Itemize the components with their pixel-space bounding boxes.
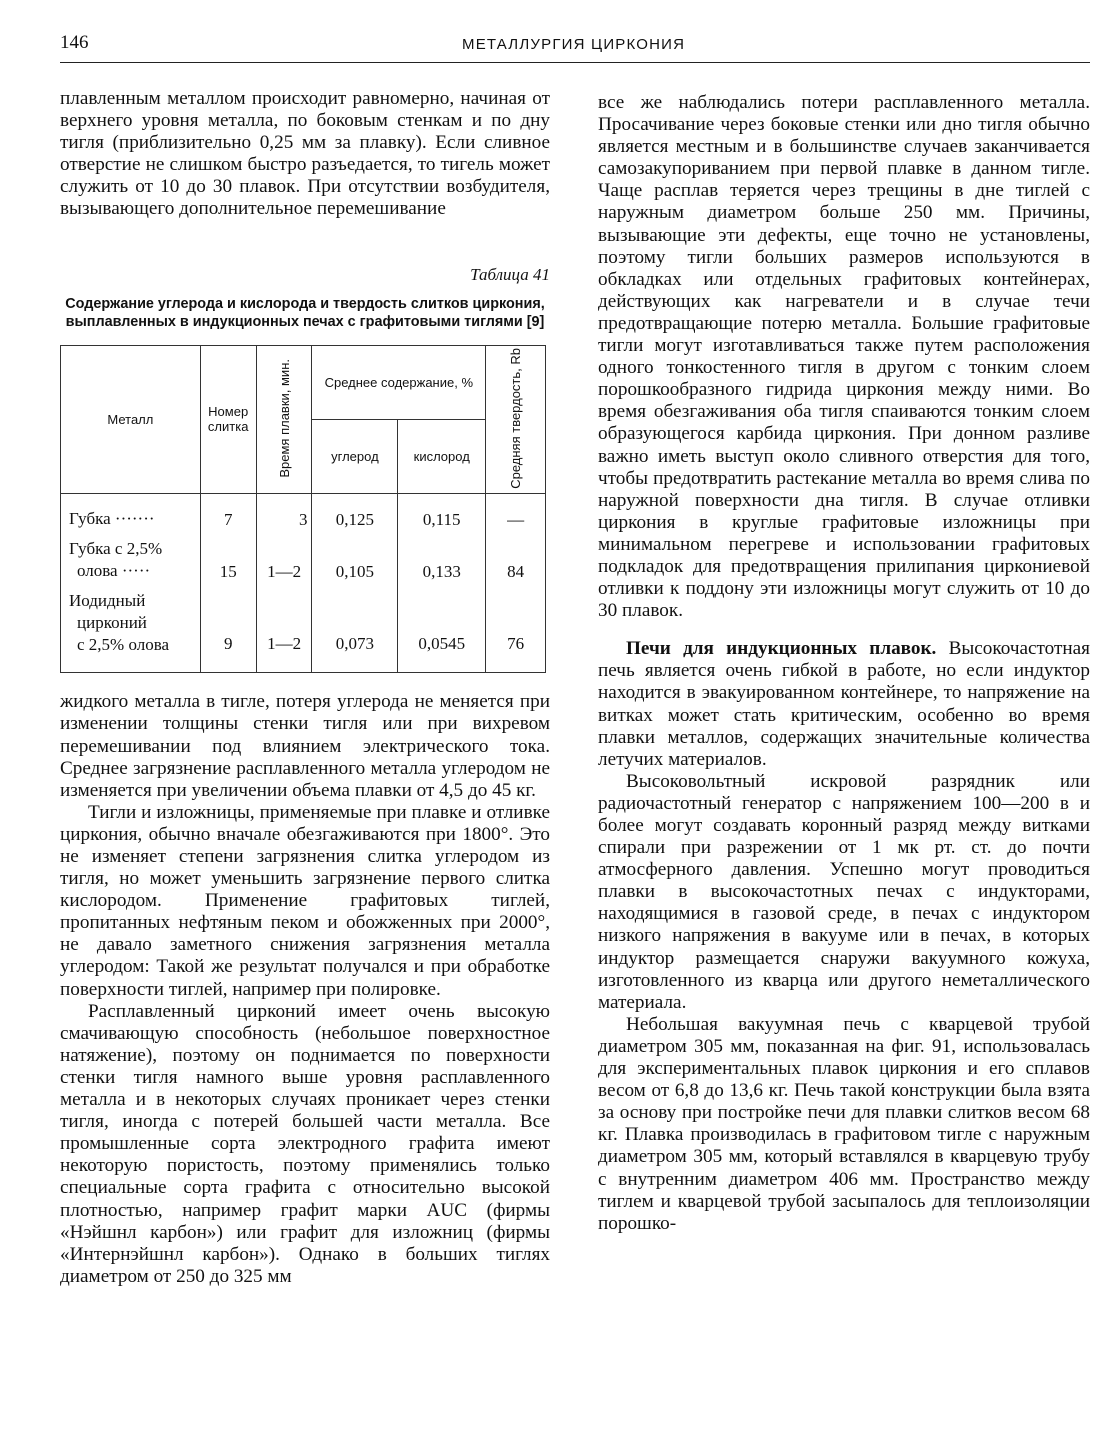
page-number: 146 bbox=[60, 32, 89, 53]
cell-carbon: 0,073 bbox=[312, 586, 398, 673]
page-header bbox=[60, 30, 1090, 60]
header-hardness bbox=[486, 345, 546, 494]
section-heading: Печи для индукционных плавок. bbox=[626, 638, 937, 660]
header-carbon: углерод bbox=[312, 419, 398, 493]
header-rule bbox=[60, 62, 1090, 63]
header-melt-time-label: Время плавки, мин. bbox=[276, 358, 292, 478]
cell-metal-line: Губка с 2,5% bbox=[69, 539, 163, 559]
cell-carbon: 0,105 bbox=[312, 534, 398, 586]
right-paragraph-1: все же наблюдались потери расплавленного металла. Просачивание через боковые стенки или дно тигля обычно является местным и в большинстве случаев заканчивается самозакупориванием при первой плавке в данном тигле. Чаще расплав теряется через трещины в дне тиглей с наружным диаметром больше 250 мм. Причины, вызывающие эти дефекты, еще точно не установлены, поэтому тигли больших размеров используются в обкладках или отдельных графитовых контейнерах, действующих как нагреватели и в случае течи предотвращающие потерю металла. Большие графитовые тигли могут изготавливаться также путем расположения одного тонкостенного тигля в другом с тонким слоем порошкообразного гидрида циркония между ними. Во время обезгаживания оба тигля спаиваются тонким слоем образующегося карбида циркония. При донном разливе важно иметь выступ около сливного отверстия для того, чтобы предотвратить растекание металла во время слива по наружной поверхности дна тигля. В случае отливки циркония в круглые графитовые изложницы при минимальном перегреве и использовании графитовых подкладок для предотвращения прилипания циркониевой отливки к поддону эти изложницы могут служить от 10 до 30 плавок. bbox=[598, 92, 1090, 622]
section-text: Высокочастотная печь является очень гибкой в работе, но если индуктор находится в эвакуированном контейнере, то напряжение на витках может стать критическим, особенно во время плавки металлов, содержащих значительные количества летучих материалов. bbox=[598, 638, 1090, 770]
left-column bbox=[60, 88, 550, 1288]
cell-ingot: 15 bbox=[200, 534, 256, 586]
left-paragraph-2: жидкого металла в тигле, потеря углерода не меняется при изменении толщины стенки тигля или при вихревом перемешивании под влиянием электрического тока. Среднее загрязнение расплавленного металла углеродом не изменяется при увеличении объема плавки от 4,5 до 45 кг. bbox=[60, 691, 550, 801]
cell-hardness: 76 bbox=[486, 586, 546, 673]
cell-metal-line: с 2,5% олова bbox=[77, 635, 170, 655]
table-row bbox=[61, 586, 546, 673]
section-spacer bbox=[598, 622, 1090, 638]
table-row bbox=[61, 494, 546, 535]
left-paragraph-4: Расплавленный цирконий имеет очень высокую смачивающую способность (небольшое поверхностное натяжение), поэтому он поднимается по поверхности стенки тигля намного выше уровня расплавленного металла и в некоторых случаях проникает через стенки тигля, иногда с потерей большей части металла. Все промышленные сорта электродного графита имеют некоторую пористость, поэтому применялись только специальные сорта графита с относительно высокой плотностью, например графит марки AUC (фирмы «Нэйшнл карбон») или графит для изложниц (фирмы «Интернэйшнл карбон»). Однако в больших тиглях диаметром от 250 до 325 мм bbox=[60, 1000, 550, 1287]
table-label: Таблица 41 bbox=[470, 264, 550, 284]
cell-carbon: 0,125 bbox=[312, 494, 398, 535]
cell-metal-line: олова ····· bbox=[77, 561, 151, 581]
cell-metal-line: цирконий bbox=[77, 613, 147, 633]
right-paragraph-2 bbox=[598, 638, 1090, 771]
cell-ingot: 9 bbox=[200, 586, 256, 673]
cell-hardness: 84 bbox=[486, 534, 546, 586]
cell-oxygen: 0,0545 bbox=[398, 586, 486, 673]
right-paragraph-3: Высоковольтный искровой разрядник или радиочастотный генератор с напряжением 100—200 в и более могут создавать коронный разряд между витками спирали при разрежении от 1 мк рт. ст. до почти атмосферного давления. Успешно могут проводиться плавки в высокочастотных печах с индукторами, находящимися в газовой среде, в печах с индуктором низкого напряжения в вакууме или в печах, в которых индуктор размещается снаружи вакуумного кожуха, изготовленного из кварца или другого неметаллического материала. bbox=[598, 770, 1090, 1013]
table-caption: Содержание углерода и кислорода и твердость слитков циркония, выплавленных в индукционных печах с графитовыми тиглями [9] bbox=[65, 295, 545, 330]
cell-ingot: 7 bbox=[200, 494, 256, 535]
cell-metal-line: Иодидный bbox=[69, 591, 146, 611]
header-oxygen: кислород bbox=[398, 419, 486, 493]
data-table bbox=[60, 345, 546, 674]
running-title: МЕТАЛЛУРГИЯ ЦИРКОНИЯ bbox=[462, 36, 686, 53]
left-paragraph-3: Тигли и изложницы, применяемые при плавке и отливке циркония, обычно вначале обезгаживаются при 1800°. Это не изменяет степени загрязнения слитка углеродом из тигля, но может уменьшить загрязнение первого слитка кислородом. Применение графитовых тиглей, пропитанных нефтяным пеком и обожженных при 2000°, не давало заметного снижения загрязнения металла углеродом: Такой же результат получался и при обработке поверхности тиглей, например при полировке. bbox=[60, 801, 550, 1000]
right-paragraph-4: Небольшая вакуумная печь с кварцевой трубой диаметром 305 мм, показанная на фиг. 91, использовалась для экспериментальных плавок циркония и его сплавов весом от 6,8 до 13,6 кг. Печь такой конструкции была взята за основу при постройке печи для плавки слитков весом 68 кг. Плавка производилась в графитовом тигле с наружным диаметром 305 мм, который вставлялся в кварцевую трубу с внутренним диаметром 406 мм. Пространство между тиглем и кварцевой трубой засыпалось для теплоизоляции порошко- bbox=[598, 1013, 1090, 1234]
header-average-content: Среднее содержание, % bbox=[312, 345, 486, 419]
header-hardness-label: Средняя твердость, Rb bbox=[508, 347, 524, 489]
left-paragraph-1: плавленным металлом происходит равномерно, начиная от верхнего уровня металла, по боковым стенкам и по дну тигля (приблизительно 0,25 мм за плавку). Если сливное отверстие не слишком быстро разъедается, то тигель может служить от 10 до 30 плавок. При отсутствии возбудителя, вызывающего дополнительное перемешивание bbox=[60, 88, 550, 220]
cell-metal bbox=[61, 534, 201, 586]
cell-time: 1—2 bbox=[256, 586, 312, 673]
header-ingot-number: Номер слитка bbox=[200, 345, 256, 494]
cell-hardness: — bbox=[486, 494, 546, 535]
cell-oxygen: 0,133 bbox=[398, 534, 486, 586]
header-melt-time bbox=[256, 345, 312, 494]
cell-time: 3 bbox=[256, 494, 312, 535]
cell-metal bbox=[61, 586, 201, 673]
cell-metal-line: Губка ······· bbox=[69, 509, 155, 529]
cell-time: 1—2 bbox=[256, 534, 312, 586]
table-row bbox=[61, 534, 546, 586]
cell-oxygen: 0,115 bbox=[398, 494, 486, 535]
right-column bbox=[598, 92, 1090, 1235]
header-metal: Металл bbox=[61, 345, 201, 494]
cell-metal bbox=[61, 494, 201, 535]
